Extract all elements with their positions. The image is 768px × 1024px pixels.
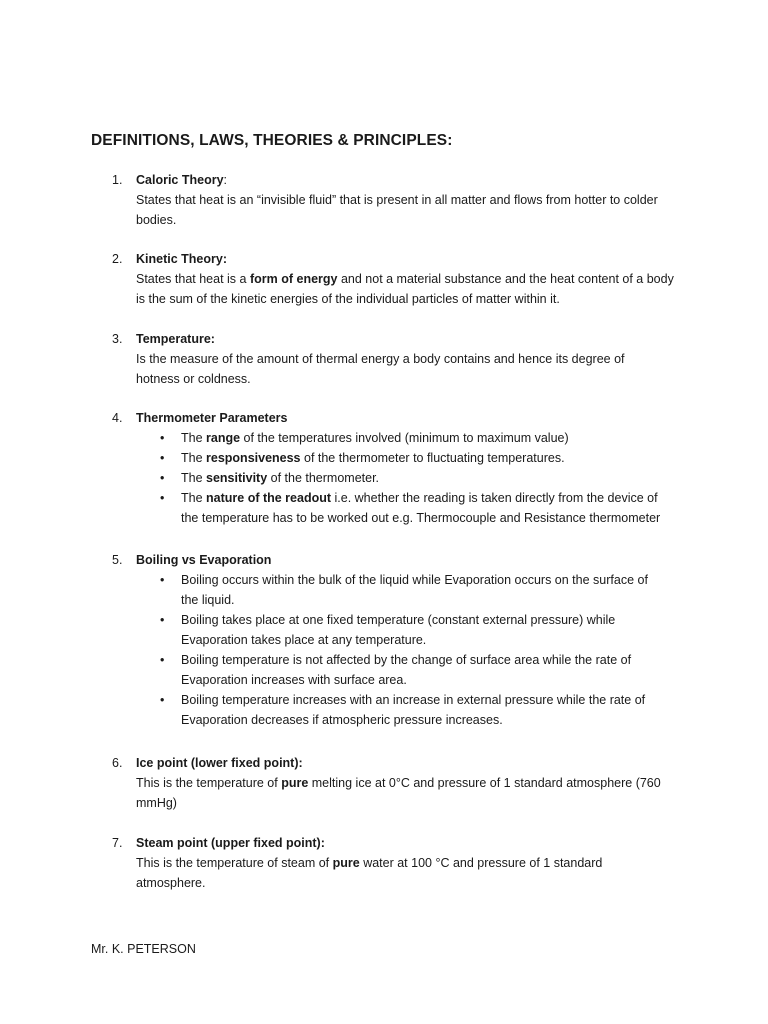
item-text-line: bodies. <box>136 213 177 227</box>
bullet-icon: • <box>160 451 165 465</box>
author-footer: Mr. K. PETERSON <box>91 942 196 956</box>
item-text-line: atmosphere. <box>136 876 206 890</box>
bullet-icon: • <box>160 573 165 587</box>
item-heading: Steam point (upper fixed point): <box>136 836 325 850</box>
heading-colon: : <box>223 173 228 187</box>
bullet-item: • Boiling takes place at one fixed temperature (constant external pressure) while Evaporation takes place at any temperature. <box>136 610 682 650</box>
bullet-list <box>136 428 682 528</box>
item-text-line: Is the measure of the amount of thermal energy a body contains and hence its degree of <box>136 352 625 366</box>
bullet-icon: • <box>160 693 165 707</box>
bullet-icon: • <box>160 491 165 505</box>
item-heading: Temperature: <box>136 332 215 346</box>
item-number: 3. <box>112 332 123 346</box>
item-number: 2. <box>112 252 123 266</box>
item-heading: Boiling vs Evaporation <box>136 553 272 567</box>
bullet-item: • Boiling temperature is not affected by the change of surface area while the rate of Evaporation increases with surface area. <box>136 650 682 690</box>
item-number: 6. <box>112 756 123 770</box>
item-heading: Kinetic Theory: <box>136 252 227 266</box>
item-number: 7. <box>112 836 123 850</box>
bullet-item: • Boiling temperature increases with an increase in external pressure while the rate of Evaporation decreases if atmospheric pressure increases. <box>136 690 682 730</box>
item-number: 1. <box>112 173 123 187</box>
bullet-item: • The responsiveness of the thermometer to fluctuating temperatures. <box>136 448 682 468</box>
item-heading: Ice point (lower fixed point): <box>136 756 303 770</box>
bullet-icon: • <box>160 653 165 667</box>
item-text-line: This is the temperature of pure melting ice at 0°C and pressure of 1 standard atmosphere (760 <box>136 776 661 790</box>
bullet-icon: • <box>160 613 165 627</box>
bullet-list <box>136 570 682 730</box>
bullet-item: • The range of the temperatures involved (minimum to maximum value) <box>136 428 682 448</box>
item-heading: Thermometer Parameters <box>136 411 288 425</box>
bullet-icon: • <box>160 431 165 445</box>
item-text-line: is the sum of the kinetic energies of the individual particles of matter within it. <box>136 292 560 306</box>
item-text-line: mmHg) <box>136 796 177 810</box>
item-text-line: States that heat is an “invisible fluid” that is present in all matter and flows from hotter to colder <box>136 193 658 207</box>
item-text-line: States that heat is a form of energy and not a material substance and the heat content of a body <box>136 272 674 286</box>
item-heading: Caloric Theory <box>136 173 224 187</box>
bullet-icon: • <box>160 471 165 485</box>
item-text-line: This is the temperature of steam of pure water at 100 °C and pressure of 1 standard <box>136 856 603 870</box>
item-text-line: hotness or coldness. <box>136 372 251 386</box>
item-number: 4. <box>112 411 123 425</box>
bullet-item: • The nature of the readout i.e. whether the reading is taken directly from the device of the temperature has to be worked out e.g. Thermocouple and Resistance thermometer <box>136 488 682 528</box>
page-title: DEFINITIONS, LAWS, THEORIES & PRINCIPLES: <box>91 132 453 149</box>
bullet-item: • The sensitivity of the thermometer. <box>136 468 682 488</box>
item-number: 5. <box>112 553 123 567</box>
bullet-item: • Boiling occurs within the bulk of the liquid while Evaporation occurs on the surface of the liquid. <box>136 570 682 610</box>
